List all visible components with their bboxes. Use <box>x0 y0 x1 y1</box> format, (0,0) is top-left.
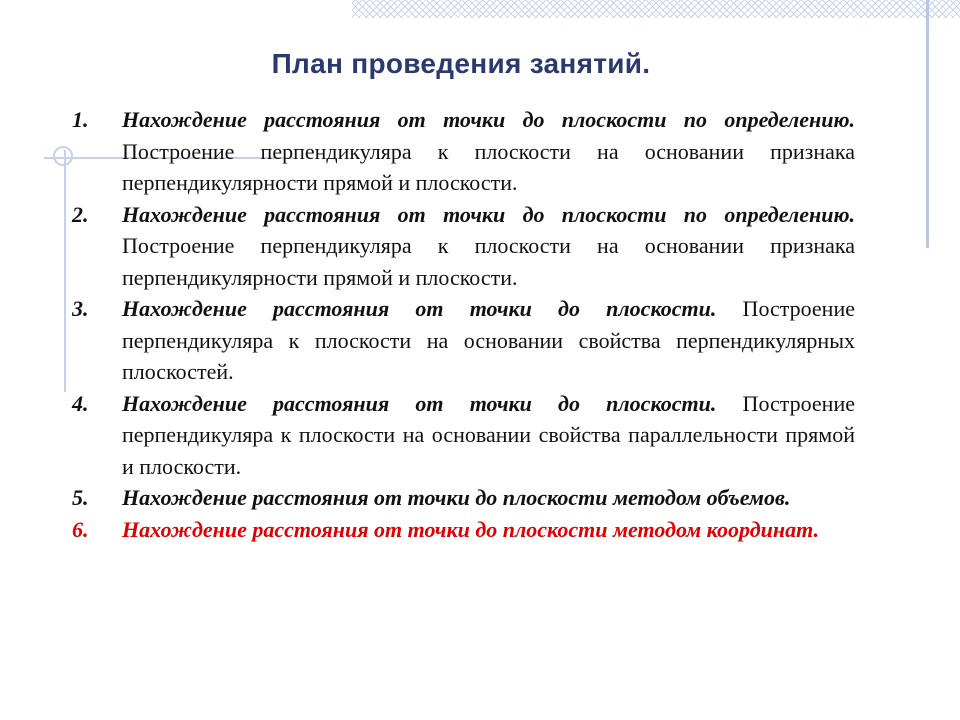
item-text <box>122 104 855 199</box>
plan-list <box>72 104 855 545</box>
list-item-highlighted <box>72 514 855 546</box>
item-text <box>122 514 855 546</box>
decorative-hatch-band <box>352 0 960 18</box>
list-item <box>72 104 855 199</box>
item-emphasis: Нахождение расстояния от точки до плоскости. <box>122 390 717 416</box>
item-number: 6. <box>72 516 89 542</box>
list-item <box>72 199 855 294</box>
item-text <box>122 199 855 294</box>
item-text <box>122 293 855 388</box>
item-number: 2. <box>72 201 89 227</box>
item-emphasis: Нахождение расстояния от точки до плоскости методом объемов. <box>122 485 791 510</box>
item-number: 1. <box>72 107 89 132</box>
item-description: Построение перпендикуляра к плоскости на основании свойства параллельности прямой и плоскости. <box>122 390 855 479</box>
list-item <box>72 293 855 388</box>
list-item <box>72 482 855 514</box>
item-description: Построение перпендикуляра к плоскости на основании свойства перпендикулярных плоскостей. <box>122 296 855 384</box>
item-description: Построение перпендикуляра к плоскости на основании признака перпендикулярности прямой и плоскости. <box>122 138 855 195</box>
decorative-right-line <box>926 0 929 248</box>
decorative-left-line <box>64 150 66 392</box>
item-text <box>122 388 855 483</box>
item-emphasis: Нахождение расстояния от точки до плоскости по определению. <box>122 201 855 227</box>
item-emphasis: Нахождение расстояния от точки до плоскости. <box>122 296 717 321</box>
list-item <box>72 388 855 483</box>
item-number: 3. <box>72 296 89 321</box>
item-emphasis: Нахождение расстояния от точки до плоскости по определению. <box>122 107 855 132</box>
page-title: План проведения занятий. <box>271 48 651 79</box>
item-description: Построение перпендикуляра к плоскости на основании признака перпендикулярности прямой и плоскости. <box>122 233 855 290</box>
decorative-circle <box>53 146 73 166</box>
item-text <box>122 482 855 514</box>
item-number: 4. <box>72 390 89 416</box>
item-number: 5. <box>72 485 89 510</box>
item-emphasis: Нахождение расстояния от точки до плоскости методом координат. <box>122 516 819 542</box>
